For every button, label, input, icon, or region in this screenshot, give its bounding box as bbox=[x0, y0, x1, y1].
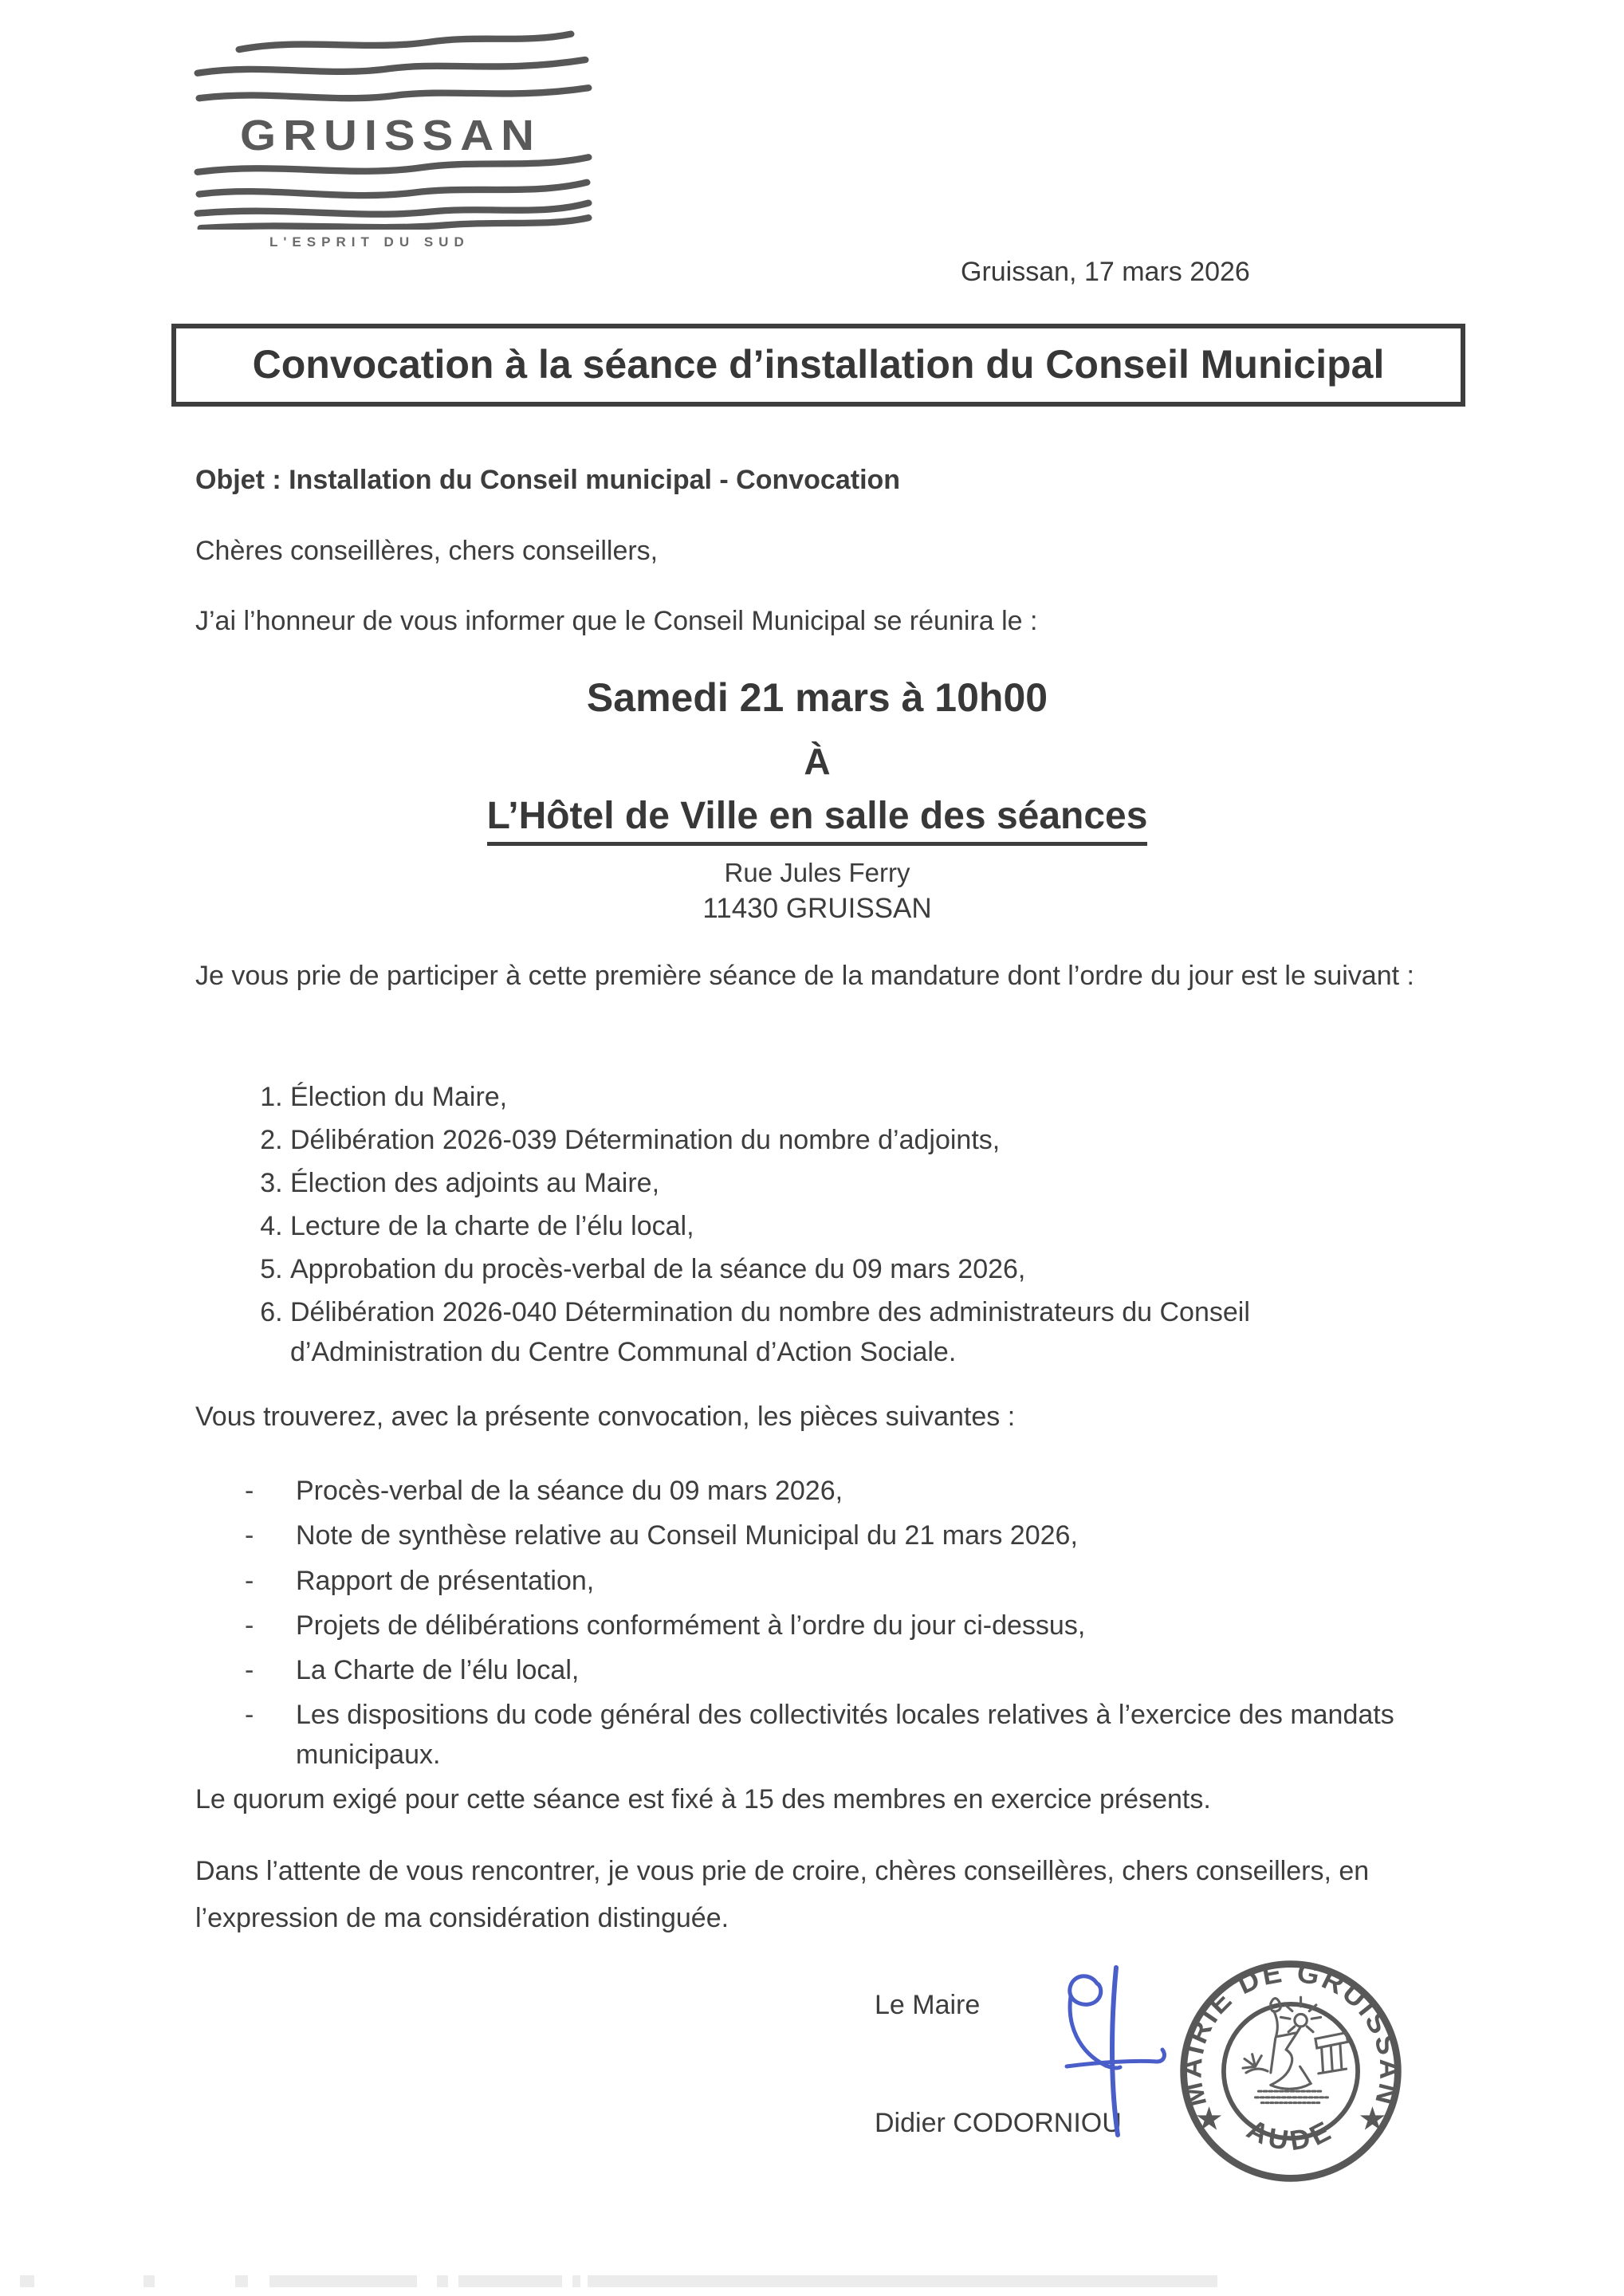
pieces-intro: Vous trouverez, avec la présente convocation, les pièces suivantes : bbox=[195, 1402, 1016, 1432]
scan-artifact bbox=[20, 2275, 34, 2287]
scan-artifact bbox=[588, 2275, 1217, 2287]
quorum-line: Le quorum exigé pour cette séance est fixé à 15 des membres en exercice présents. bbox=[195, 1784, 1211, 1814]
scan-artifact bbox=[437, 2275, 448, 2287]
salutation-line: Chères conseillères, chers conseillers, bbox=[195, 536, 659, 566]
piece-item: - Note de synthèse relative au Conseil Municipal du 21 mars 2026, bbox=[243, 1516, 1407, 1555]
agenda-item: 2. Délibération 2026-039 Détermination du nombre d’adjoints, bbox=[290, 1121, 1343, 1161]
meeting-venue: L’Hôtel de Ville en salle des séances bbox=[487, 794, 1148, 846]
letter-title-box bbox=[171, 324, 1465, 407]
piece-item: - Les dispositions du code général des collectivités locales relatives à l’exercice des mandats municipaux. bbox=[243, 1696, 1407, 1775]
agenda-list bbox=[239, 1078, 1343, 1376]
agenda-item: 1. Élection du Maire, bbox=[290, 1078, 1343, 1118]
meeting-preposition: À bbox=[804, 741, 831, 782]
logo-tagline: L'ESPRIT DU SUD bbox=[269, 234, 470, 250]
scan-artifact bbox=[458, 2275, 562, 2287]
closing-paragraph: Dans l’attente de vous rencontrer, je vous prie de croire, chères conseillères, chers conseillers, en l’expression de ma considération distinguée. bbox=[195, 1856, 1370, 1934]
meeting-street: Rue Jules Ferry bbox=[724, 858, 910, 887]
gruissan-logo bbox=[190, 30, 592, 230]
scan-artifact bbox=[572, 2275, 580, 2287]
stamp-star-left-icon: ★ bbox=[1194, 2099, 1224, 2138]
stamp-star-right-icon: ★ bbox=[1358, 2099, 1387, 2138]
stamp-top-text: MAIRIE DE GRUISSAN bbox=[1175, 1956, 1406, 2111]
agenda-item: 6. Délibération 2026-040 Détermination du nombre des administrateurs du Conseil d’Administration du Centre Communal d’Action Sociale. bbox=[290, 1293, 1343, 1373]
piece-item: - Rapport de présentation, bbox=[243, 1562, 1407, 1601]
stamp-bottom-text: AUDE bbox=[1241, 2113, 1340, 2157]
signer-role: Le Maire bbox=[875, 1990, 981, 2020]
objet-line: Objet : Installation du Conseil municipal - Convocation bbox=[195, 465, 901, 495]
handwritten-signature bbox=[1060, 1961, 1180, 2146]
scan-artifact bbox=[235, 2275, 248, 2287]
logo-waves-bottom bbox=[198, 157, 588, 228]
meeting-datetime: Samedi 21 mars à 10h00 bbox=[586, 675, 1048, 720]
logo-waves-top bbox=[198, 34, 588, 99]
agenda-item: 3. Élection des adjoints au Maire, bbox=[290, 1164, 1343, 1204]
municipal-stamp bbox=[1175, 1955, 1406, 2188]
piece-item: - La Charte de l’élu local, bbox=[243, 1651, 1407, 1690]
agenda-item: 5. Approbation du procès-verbal de la séance du 09 mars 2026, bbox=[290, 1250, 1343, 1290]
scan-artifact bbox=[144, 2275, 155, 2287]
intro-line: J’ai l’honneur de vous informer que le Conseil Municipal se réunira le : bbox=[195, 606, 1038, 636]
pieces-list bbox=[243, 1472, 1407, 1780]
letter-title: Convocation à la séance d’installation du Conseil Municipal bbox=[252, 342, 1385, 387]
city-date-line: Gruissan, 17 mars 2026 bbox=[961, 257, 1250, 287]
logo-wordmark: GRUISSAN bbox=[239, 110, 542, 159]
agenda-item: 4. Lecture de la charte de l’élu local, bbox=[290, 1207, 1343, 1247]
scan-artifact bbox=[269, 2275, 417, 2287]
piece-item: - Projets de délibérations conformément à l’ordre du jour ci-dessus, bbox=[243, 1606, 1407, 1645]
signer-name: Didier CODORNIOU bbox=[875, 2108, 1122, 2138]
meeting-city: 11430 GRUISSAN bbox=[702, 893, 932, 924]
meeting-venue-wrap bbox=[171, 794, 1463, 846]
piece-item: - Procès-verbal de la séance du 09 mars 2026, bbox=[243, 1472, 1407, 1511]
agenda-intro: Je vous prie de participer à cette première séance de la mandature dont l’ordre du jour est le suivant : bbox=[195, 961, 1414, 991]
